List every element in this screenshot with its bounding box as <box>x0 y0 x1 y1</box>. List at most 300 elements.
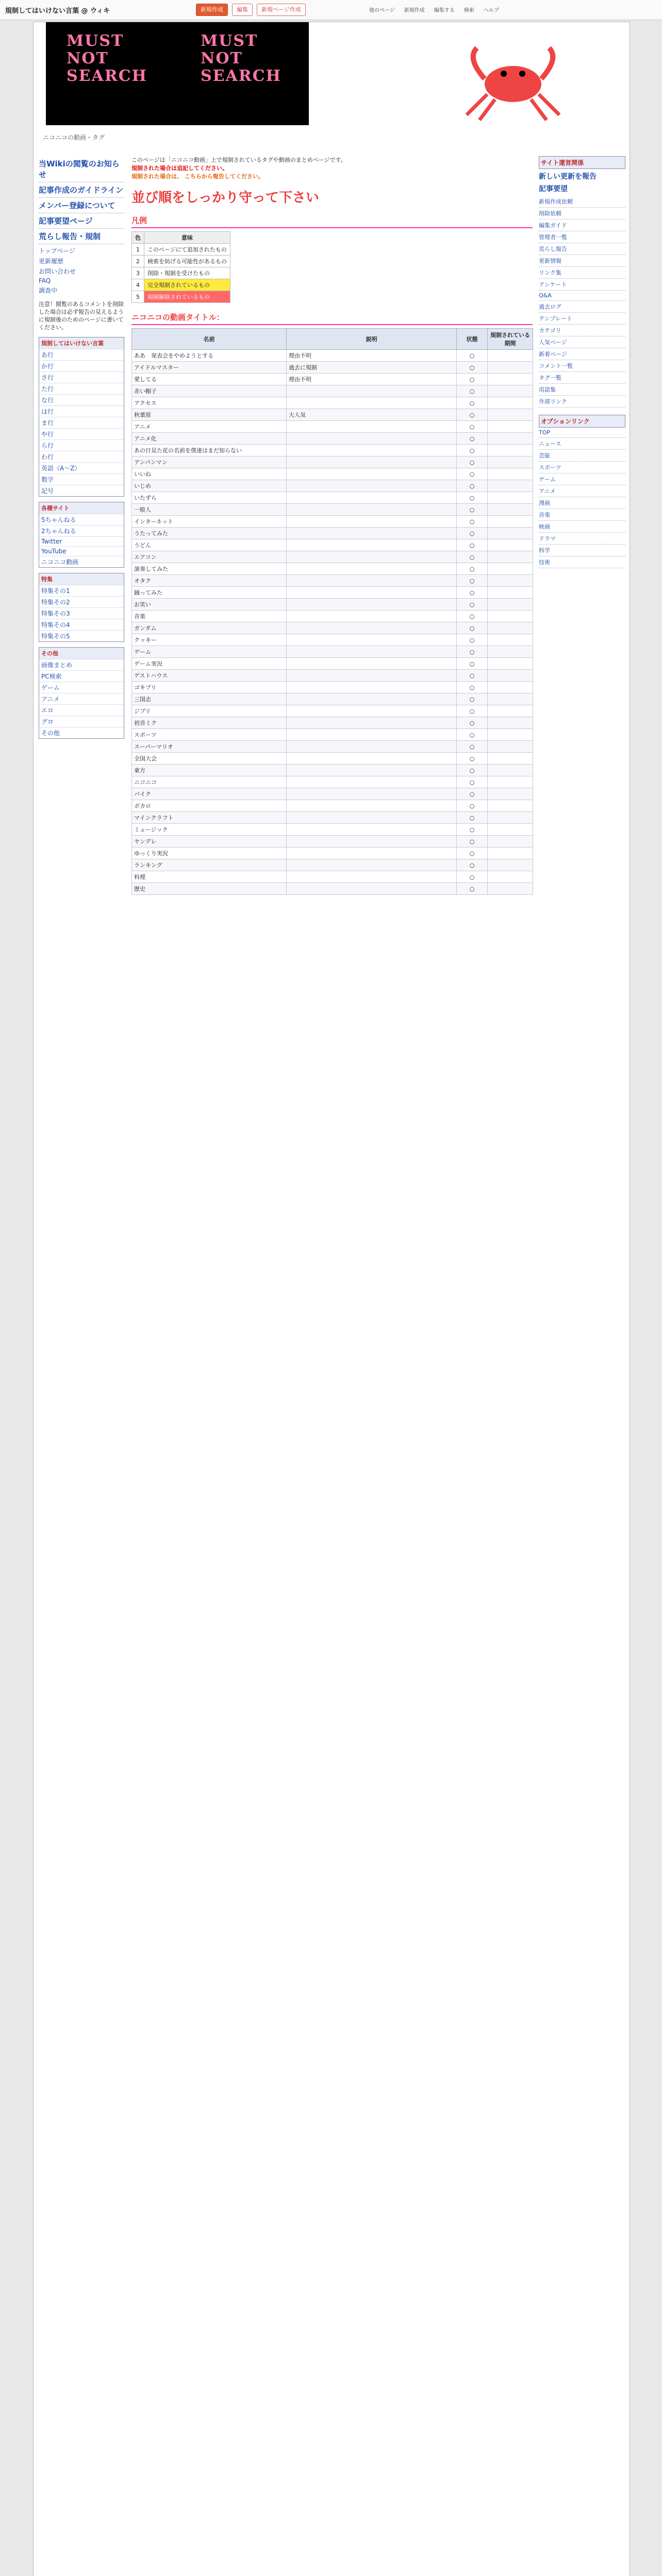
left-box-features-item[interactable]: 特集その3 <box>39 607 124 619</box>
left-box-words-item[interactable]: は行 <box>39 405 124 417</box>
row-cell <box>488 812 533 824</box>
table-row <box>132 468 533 480</box>
table-row <box>132 776 533 788</box>
left-box-sites-item[interactable]: YouTube <box>39 546 124 556</box>
table-row <box>132 765 533 776</box>
row-name[interactable]: 初音ミク <box>132 717 287 729</box>
right-header: サイト運営関係 <box>539 156 625 169</box>
row-cell <box>488 776 533 788</box>
row-cell: ○ <box>457 480 488 492</box>
right-item[interactable]: 人気ページ <box>539 336 625 348</box>
row-cell <box>287 599 457 611</box>
row-name[interactable]: ゲーム実況 <box>132 658 287 670</box>
left-box-other-item[interactable]: PC検索 <box>39 670 124 682</box>
video-header-status: 状態 <box>457 329 488 350</box>
row-name[interactable]: ゲストハウス <box>132 670 287 682</box>
row-name[interactable]: アンパンマン <box>132 456 287 468</box>
row-name[interactable]: 赤い帽子 <box>132 385 287 397</box>
table-row <box>132 741 533 753</box>
row-cell: ○ <box>457 765 488 776</box>
row-cell: ○ <box>457 776 488 788</box>
row-cell <box>287 776 457 788</box>
row-cell <box>488 622 533 634</box>
left-box-other-item[interactable]: その他 <box>39 727 124 738</box>
table-row <box>132 350 533 362</box>
tool-5[interactable]: ヘルプ <box>483 8 499 13</box>
logo-left-text: MUST NOT SEARCH <box>67 32 147 85</box>
right-item[interactable]: テンプレート <box>539 313 625 325</box>
left-sidebar <box>39 156 124 2576</box>
right-item[interactable]: 外部リンク <box>539 396 625 408</box>
right-option-item[interactable]: ゲーム <box>539 473 625 485</box>
row-cell <box>287 682 457 693</box>
row-name[interactable]: ヤンデレ <box>132 836 287 848</box>
legend-meaning: このページにて追加されたもの <box>144 244 230 256</box>
left-box-features-item[interactable]: 特集その5 <box>39 630 124 641</box>
table-row <box>132 622 533 634</box>
row-name[interactable]: うどん <box>132 539 287 551</box>
table-row <box>132 693 533 705</box>
left-box-words <box>39 337 124 497</box>
row-name[interactable]: 全国大会 <box>132 753 287 765</box>
row-cell: ○ <box>457 646 488 658</box>
row-cell <box>488 859 533 871</box>
row-cell: ○ <box>457 634 488 646</box>
left-box-features-list <box>39 585 124 641</box>
row-cell: ○ <box>457 350 488 362</box>
left-box-sites <box>39 502 124 568</box>
right-option-item[interactable]: スポーツ <box>539 462 625 473</box>
videos-heading: ニコニコの動画タイトル： <box>131 310 533 325</box>
row-cell <box>488 634 533 646</box>
row-cell: ○ <box>457 859 488 871</box>
row-cell <box>488 717 533 729</box>
row-name[interactable]: うたってみた <box>132 528 287 539</box>
toolbar-tools <box>366 4 502 15</box>
left-box-words-item[interactable]: わ行 <box>39 451 124 462</box>
row-cell: ○ <box>457 800 488 812</box>
row-name[interactable]: オタク <box>132 575 287 587</box>
row-cell <box>287 492 457 504</box>
left-box-words-item[interactable]: た行 <box>39 383 124 394</box>
row-name[interactable]: アニメ <box>132 421 287 433</box>
right-header-options: オプションリンク <box>539 415 625 428</box>
video-header-period: 規制されている期間 <box>488 329 533 350</box>
table-row <box>132 788 533 800</box>
right-item[interactable]: 更新情報 <box>539 255 625 267</box>
row-cell <box>287 765 457 776</box>
table-row <box>132 611 533 622</box>
left-note: 注意！閲覧のあるコメントを削除した場合は必ず報告の見えるように規制後のためのページに書いてください。 <box>39 301 124 331</box>
row-cell <box>287 516 457 528</box>
toolbar-button-2[interactable]: 編集 <box>232 4 253 16</box>
row-cell <box>287 551 457 563</box>
row-cell <box>488 599 533 611</box>
legend-color: 2 <box>132 256 144 267</box>
row-cell: ○ <box>457 682 488 693</box>
row-cell: ○ <box>457 705 488 717</box>
table-row <box>132 504 533 516</box>
table-row <box>132 800 533 812</box>
row-cell: ○ <box>457 753 488 765</box>
row-cell <box>488 468 533 480</box>
legend-color: 3 <box>132 267 144 279</box>
row-cell <box>488 362 533 374</box>
toolbar-buttons <box>196 4 306 16</box>
table-row <box>132 859 533 871</box>
table-row <box>132 753 533 765</box>
row-name[interactable]: エアコン <box>132 551 287 563</box>
row-cell: ○ <box>457 622 488 634</box>
row-cell: ○ <box>457 516 488 528</box>
right-item[interactable]: リンク集 <box>539 267 625 279</box>
left-box-features-title: 特集 <box>39 573 124 585</box>
row-cell <box>488 753 533 765</box>
row-cell <box>488 516 533 528</box>
left-box-words-item[interactable]: 記号 <box>39 485 124 496</box>
table-row <box>132 658 533 670</box>
table-row <box>132 397 533 409</box>
row-cell <box>488 492 533 504</box>
row-cell: ○ <box>457 871 488 883</box>
tool-1[interactable]: 他のページ <box>369 8 395 13</box>
left-link-member[interactable]: メンバー登録について <box>39 200 124 213</box>
row-cell <box>287 871 457 883</box>
right-link-report-update[interactable]: 新しい更新を報告 <box>539 173 597 181</box>
logo-right-text: MUST NOT SEARCH <box>201 32 282 85</box>
right-item[interactable]: 新着ページ <box>539 348 625 360</box>
row-cell <box>287 456 457 468</box>
row-cell <box>287 883 457 895</box>
left-box-other <box>39 647 124 739</box>
row-cell <box>488 682 533 693</box>
right-option-item[interactable]: 技術 <box>539 556 625 568</box>
row-cell <box>287 729 457 741</box>
left-box-sites-item[interactable]: 2ちゃんねる <box>39 525 124 536</box>
row-cell <box>488 611 533 622</box>
row-name[interactable]: いじめ <box>132 480 287 492</box>
left-box-other-list <box>39 659 124 738</box>
table-row <box>132 634 533 646</box>
right-option-item[interactable]: アニメ <box>539 485 625 497</box>
row-cell: ○ <box>457 397 488 409</box>
row-name[interactable]: スポーツ <box>132 729 287 741</box>
row-cell: 理由不明 <box>287 374 457 385</box>
row-name[interactable]: 歴史 <box>132 883 287 895</box>
legend-header-meaning: 意味 <box>144 232 230 244</box>
row-name[interactable]: アイドルマスター <box>132 362 287 374</box>
row-name[interactable]: アクセス <box>132 397 287 409</box>
row-name[interactable]: 演奏してみた <box>132 563 287 575</box>
table-row <box>132 421 533 433</box>
row-name[interactable]: アニメ化 <box>132 433 287 445</box>
table-row <box>132 362 533 374</box>
left-box-words-item[interactable]: 数字 <box>39 473 124 485</box>
left-box-other-title: その他 <box>39 648 124 659</box>
left-link-notice[interactable]: 当Wikiの閲覧のお知らせ <box>39 158 124 182</box>
site-logo[interactable] <box>46 22 309 125</box>
table-row <box>132 587 533 599</box>
row-cell <box>287 528 457 539</box>
legend-meaning: 規制解除されているもの <box>144 291 230 303</box>
row-cell: ○ <box>457 409 488 421</box>
row-name[interactable]: いいね <box>132 468 287 480</box>
left-box-features-item[interactable]: 特集その1 <box>39 585 124 596</box>
row-name[interactable]: 東方 <box>132 765 287 776</box>
row-cell <box>287 397 457 409</box>
row-cell <box>287 575 457 587</box>
left-box-words-item[interactable]: 英語（A〜Z） <box>39 462 124 473</box>
row-name[interactable]: ジブリ <box>132 705 287 717</box>
row-cell: ○ <box>457 812 488 824</box>
page-container <box>33 22 630 2576</box>
row-cell <box>488 741 533 753</box>
left-link-request[interactable]: 記事要望ページ <box>39 215 124 229</box>
right-items-options <box>539 428 625 568</box>
right-sidebar <box>539 156 625 2576</box>
right-item[interactable]: タグ一覧 <box>539 372 625 384</box>
legend-meaning: 完全規制されているもの <box>144 279 230 291</box>
right-option-item[interactable]: TOP <box>539 428 625 438</box>
row-name[interactable]: バイク <box>132 788 287 800</box>
row-cell <box>488 658 533 670</box>
legend-header-color: 色 <box>132 232 144 244</box>
table-row <box>132 551 533 563</box>
row-cell <box>287 433 457 445</box>
right-option-item[interactable]: 科学 <box>539 545 625 556</box>
right-option-item[interactable]: 芸能 <box>539 450 625 462</box>
left-box-features <box>39 573 124 642</box>
right-item[interactable]: 編集ガイド <box>539 219 625 231</box>
left-box-other-item[interactable]: グロ <box>39 716 124 727</box>
row-cell: ○ <box>457 587 488 599</box>
banner <box>34 22 630 154</box>
right-option-item[interactable]: 漫画 <box>539 497 625 509</box>
row-cell <box>488 445 533 456</box>
row-cell <box>488 350 533 362</box>
row-name[interactable]: いたずら <box>132 492 287 504</box>
row-cell <box>287 445 457 456</box>
table-row <box>132 445 533 456</box>
row-name[interactable]: インターネット <box>132 516 287 528</box>
row-cell <box>488 504 533 516</box>
row-cell: ○ <box>457 599 488 611</box>
right-item[interactable]: 削除依頼 <box>539 208 625 219</box>
left-box-sites-item[interactable]: 5ちゃんねる <box>39 514 124 525</box>
row-cell: ○ <box>457 539 488 551</box>
table-row <box>132 374 533 385</box>
left-box-words-item[interactable]: か行 <box>39 360 124 371</box>
row-cell <box>287 824 457 836</box>
row-name[interactable]: 料理 <box>132 871 287 883</box>
breadcrumb: ニコニコの動画・タグ <box>43 134 105 141</box>
row-cell: ○ <box>457 468 488 480</box>
table-row <box>132 409 533 421</box>
left-box-sites-item[interactable]: ニコニコ動画 <box>39 556 124 567</box>
table-row <box>132 682 533 693</box>
row-cell <box>488 409 533 421</box>
row-cell: 理由不明 <box>287 350 457 362</box>
table-row <box>132 599 533 611</box>
row-name[interactable]: ゴキブリ <box>132 682 287 693</box>
table-row <box>132 528 533 539</box>
right-option-item[interactable]: ドラマ <box>539 533 625 545</box>
left-box-words-item[interactable]: ま行 <box>39 417 124 428</box>
left-box-other-item[interactable]: アニメ <box>39 693 124 704</box>
table-row <box>132 812 533 824</box>
tool-4[interactable]: 検索 <box>464 8 474 13</box>
crab-illustration <box>456 38 570 125</box>
row-name[interactable]: マインクラフト <box>132 812 287 824</box>
left-link-guideline[interactable]: 記事作成のガイドライン <box>39 184 124 198</box>
toolbar-button-1[interactable]: 新規作成 <box>196 4 228 16</box>
row-name[interactable]: 踊ってみた <box>132 587 287 599</box>
right-link-request[interactable]: 記事要望 <box>539 185 568 193</box>
left-box-other-item[interactable]: ゲーム <box>39 682 124 693</box>
table-row <box>132 575 533 587</box>
table-row <box>132 492 533 504</box>
left-box-other-item[interactable]: 画像まとめ <box>39 659 124 670</box>
left-link-investigating[interactable]: 調査中 <box>39 287 58 294</box>
intro-text: このページは「ニコニコ動画」上で規制されているタグや動画のまとめページです。 <box>131 157 346 163</box>
row-cell: ○ <box>457 836 488 848</box>
table-row <box>132 824 533 836</box>
legend-meaning: 削除・規制を受けたもの <box>144 267 230 279</box>
legend-row <box>132 256 230 267</box>
table-row <box>132 385 533 397</box>
left-link-contact[interactable]: お問い合わせ <box>39 268 76 275</box>
row-cell <box>488 551 533 563</box>
row-cell: ○ <box>457 670 488 682</box>
row-name[interactable]: お笑い <box>132 599 287 611</box>
right-item[interactable]: 管理者一覧 <box>539 231 625 243</box>
left-box-words-item[interactable]: あ行 <box>39 349 124 360</box>
row-cell <box>488 836 533 848</box>
row-name[interactable]: 秋葉原 <box>132 409 287 421</box>
row-name[interactable]: 愛してる <box>132 374 287 385</box>
legend-color: 4 <box>132 279 144 291</box>
row-name[interactable]: ああ 発表会をやめようとする <box>132 350 287 362</box>
table-row <box>132 670 533 682</box>
legend-color: 5 <box>132 291 144 303</box>
row-cell <box>488 421 533 433</box>
left-box-words-title: 規制してはいけない言葉 <box>39 337 124 349</box>
right-item[interactable]: カテゴリ <box>539 325 625 336</box>
row-cell <box>488 670 533 682</box>
site-title[interactable]: 規制してはいけない言葉 @ ウィキ <box>5 7 110 15</box>
row-cell <box>287 705 457 717</box>
left-box-words-item[interactable]: や行 <box>39 428 124 439</box>
right-item[interactable]: アンケート <box>539 279 625 291</box>
row-cell <box>287 848 457 859</box>
row-name[interactable]: クッキー <box>132 634 287 646</box>
row-name[interactable]: 音楽 <box>132 611 287 622</box>
row-cell: ○ <box>457 729 488 741</box>
table-row <box>132 480 533 492</box>
row-cell: ○ <box>457 575 488 587</box>
left-link-history[interactable]: 更新履歴 <box>39 258 64 265</box>
table-row <box>132 433 533 445</box>
left-link-report[interactable]: 荒らし報告・規制 <box>39 231 124 244</box>
row-name[interactable]: ゲーム <box>132 646 287 658</box>
row-cell: ○ <box>457 421 488 433</box>
row-name[interactable]: ニコニコ <box>132 776 287 788</box>
row-name[interactable]: ゆっくり実況 <box>132 848 287 859</box>
left-link-faq[interactable]: FAQ <box>39 277 51 284</box>
row-name[interactable]: 一般人 <box>132 504 287 516</box>
right-item[interactable]: 過去ログ <box>539 301 625 313</box>
row-cell: 過去に規制 <box>287 362 457 374</box>
right-option-item[interactable]: ニュース <box>539 438 625 450</box>
row-name[interactable]: スーパーマリオ <box>132 741 287 753</box>
video-header-name: 名前 <box>132 329 287 350</box>
row-cell <box>287 622 457 634</box>
legend-meaning: 検索を妨げる可能性があるもの <box>144 256 230 267</box>
right-item[interactable]: 用語集 <box>539 384 625 396</box>
row-cell <box>488 800 533 812</box>
left-box-words-item[interactable]: ら行 <box>39 439 124 451</box>
legend-table <box>131 231 230 303</box>
right-item[interactable]: Q&A <box>539 291 625 301</box>
row-name[interactable]: ミュージック <box>132 824 287 836</box>
table-row <box>132 456 533 468</box>
table-row <box>132 516 533 528</box>
row-name[interactable]: ボカロ <box>132 800 287 812</box>
row-name[interactable]: ランキング <box>132 859 287 871</box>
row-cell <box>287 468 457 480</box>
row-name[interactable]: ガンダム <box>132 622 287 634</box>
left-box-features-item[interactable]: 特集その2 <box>39 596 124 607</box>
toolbar-button-3[interactable]: 新規ページ作成 <box>257 4 306 16</box>
right-item[interactable]: 新規作成依頼 <box>539 196 625 208</box>
right-option-item[interactable]: 音楽 <box>539 509 625 521</box>
left-link-top[interactable]: トップページ <box>39 247 75 255</box>
row-cell <box>287 421 457 433</box>
row-cell <box>488 871 533 883</box>
table-row <box>132 836 533 848</box>
right-item[interactable]: 荒らし報告 <box>539 243 625 255</box>
row-cell <box>488 788 533 800</box>
row-cell: ○ <box>457 528 488 539</box>
row-cell <box>287 812 457 824</box>
table-row <box>132 871 533 883</box>
left-box-sites-item[interactable]: Twitter <box>39 536 124 546</box>
row-cell <box>287 658 457 670</box>
left-box-other-item[interactable]: エロ <box>39 704 124 716</box>
row-cell <box>287 480 457 492</box>
tool-3[interactable]: 編集する <box>434 8 455 13</box>
row-name[interactable]: あの日見た花の名前を僕達はまだ知らない <box>132 445 287 456</box>
row-name[interactable]: 三国志 <box>132 693 287 705</box>
right-item[interactable]: コメント一覧 <box>539 360 625 372</box>
tool-2[interactable]: 新規作成 <box>404 8 425 13</box>
left-box-features-item[interactable]: 特集その4 <box>39 619 124 630</box>
left-box-words-item[interactable]: な行 <box>39 394 124 405</box>
row-cell <box>488 563 533 575</box>
row-cell: ○ <box>457 445 488 456</box>
main-content <box>131 156 533 2576</box>
row-cell <box>488 883 533 895</box>
row-cell <box>488 824 533 836</box>
row-cell: ○ <box>457 456 488 468</box>
row-cell <box>488 397 533 409</box>
right-option-item[interactable]: 映画 <box>539 521 625 533</box>
left-box-words-item[interactable]: さ行 <box>39 371 124 383</box>
video-header-desc: 説明 <box>287 329 457 350</box>
row-cell: ○ <box>457 504 488 516</box>
row-cell <box>287 859 457 871</box>
row-cell <box>287 611 457 622</box>
